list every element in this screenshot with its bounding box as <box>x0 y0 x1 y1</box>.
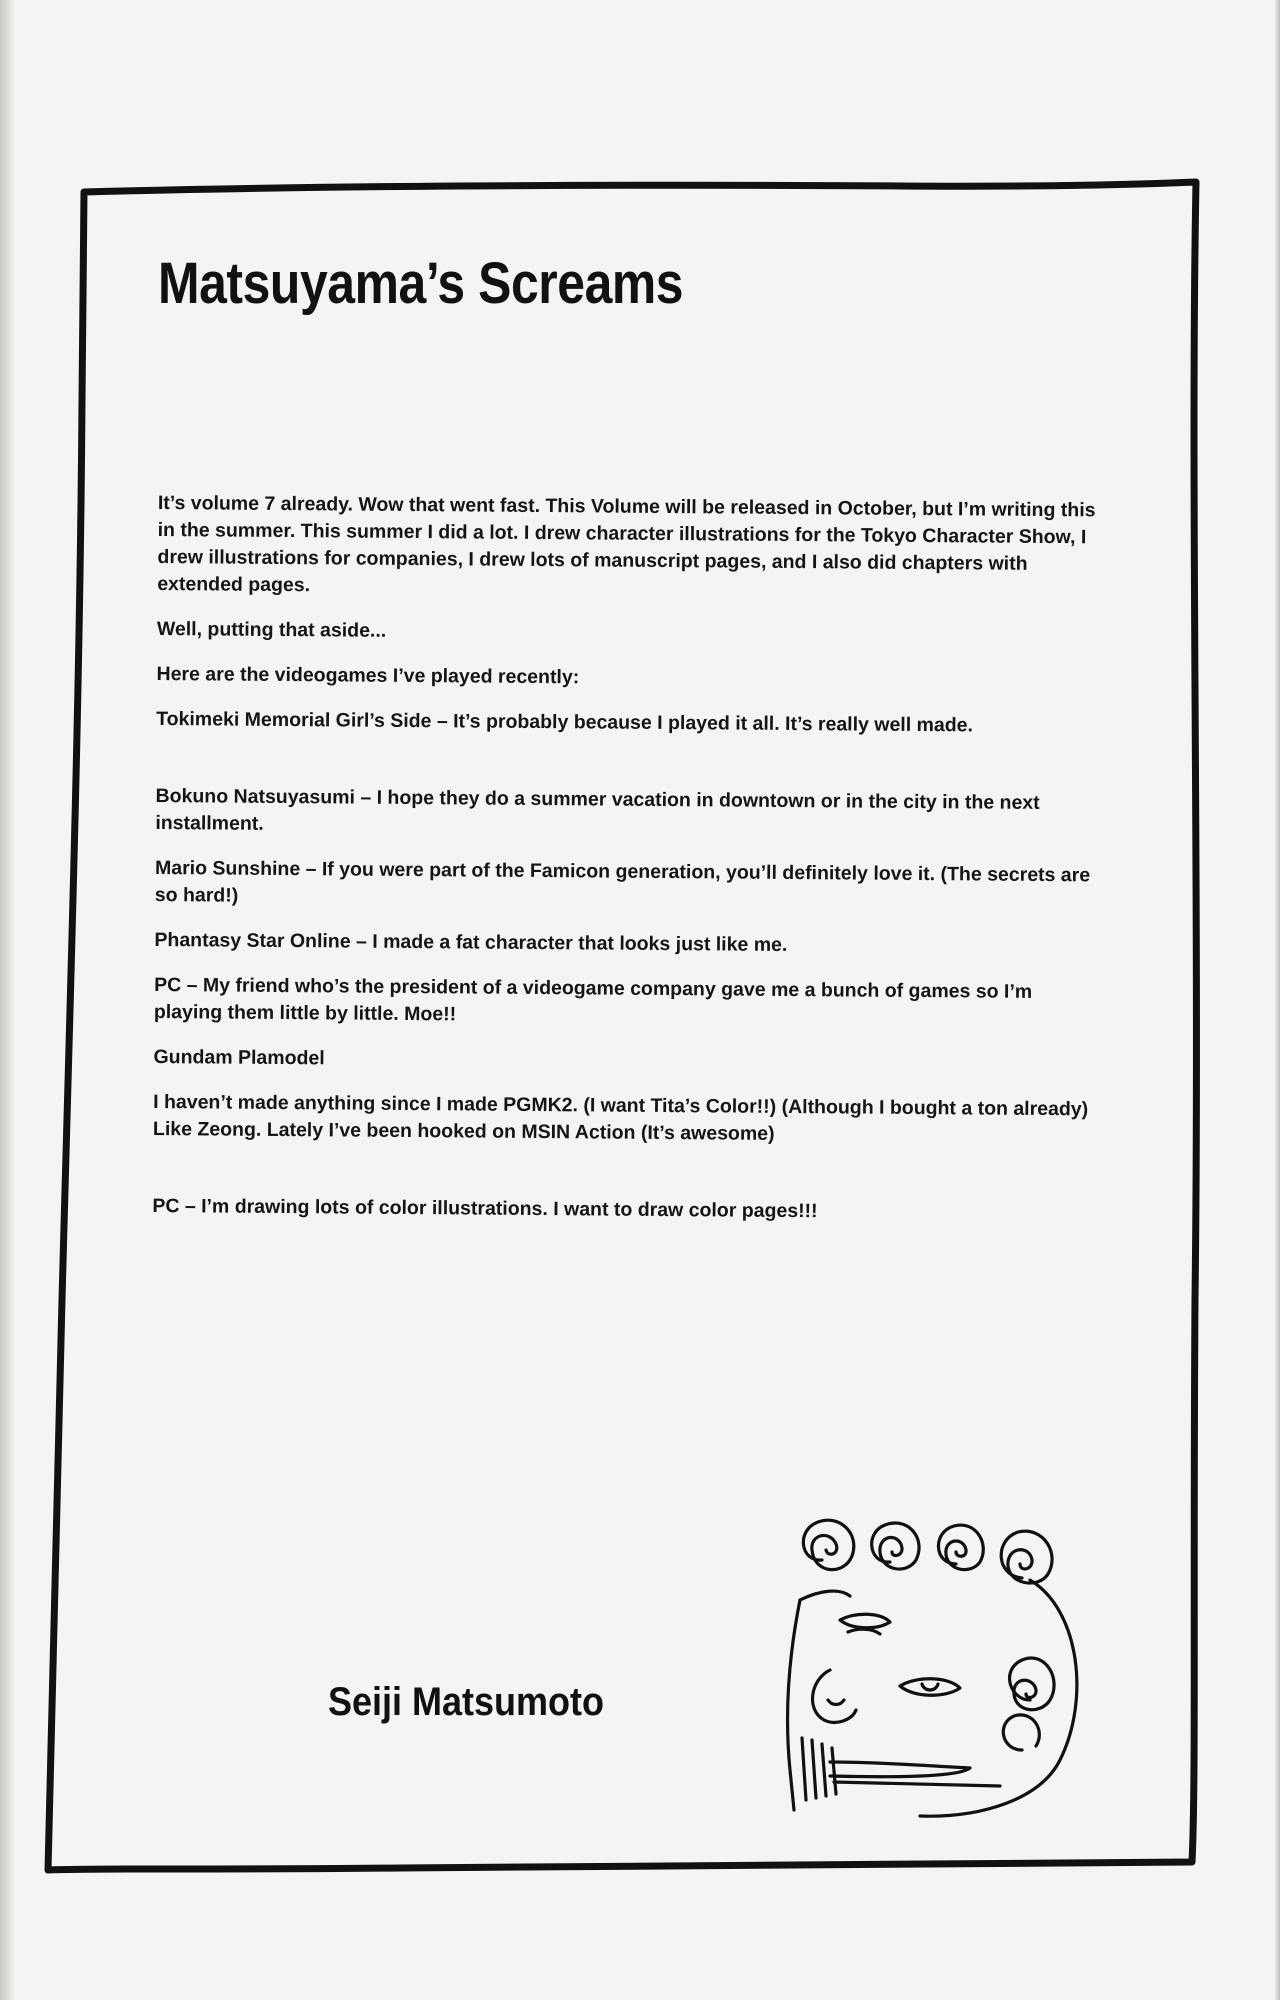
article-body <box>152 490 1098 1227</box>
paragraph-mario: Mario Sunshine – If you were part of the Famicon generation, you’ll definitely love it. (The secrets are so hard!) <box>154 856 1091 907</box>
paragraph-pc-color: PC – I’m drawing lots of color illustrations. I want to draw color pages!!! <box>152 1194 818 1223</box>
paragraph-aside: Well, putting that aside... <box>156 617 387 642</box>
paragraph-pso: Phantasy Star Online – I made a fat character that looks just like me. <box>154 928 788 956</box>
author-signature: Seiji Matsumoto <box>328 1680 605 1724</box>
page-title: Matsuyama’s Screams <box>158 251 684 316</box>
paragraph-gundam-heading: Gundam Plamodel <box>153 1045 325 1070</box>
paragraph-bokuno: Bokuno Natsuyasumi – I hope they do a summer vacation in downtown or in the city in the next installment. <box>155 784 1040 835</box>
author-self-portrait-icon <box>760 1500 1100 1820</box>
paragraph-pc-games: PC – My friend who’s the president of a videogame company gave me a bunch of games so I’m playing them little by little. Moe!! <box>153 973 1033 1026</box>
paragraph-gundam: I haven’t made anything since I made PGMK2. (I want Tita’s Color!!) (Although I bought a ton already) Like Zeong. Lately I’ve been hooked on MSIN Action (It’s awesome) <box>152 1090 1089 1145</box>
paragraph-intro: It’s volume 7 already. Wow that went fast. This Volume will be released in October, but I’m writing this in the summer. This summer I did a lot. I drew character illustrations for the Tokyo Character Show, I drew illustrations for companies, I drew lots of manuscript pages, and I also did chapters with extended pages. <box>157 491 1096 597</box>
paragraph-tokimeki: Tokimeki Memorial Girl’s Side – It’s probably because I played it all. It’s really well made. <box>156 707 974 737</box>
paragraph-games-intro: Here are the videogames I’ve played recently: <box>156 662 580 689</box>
